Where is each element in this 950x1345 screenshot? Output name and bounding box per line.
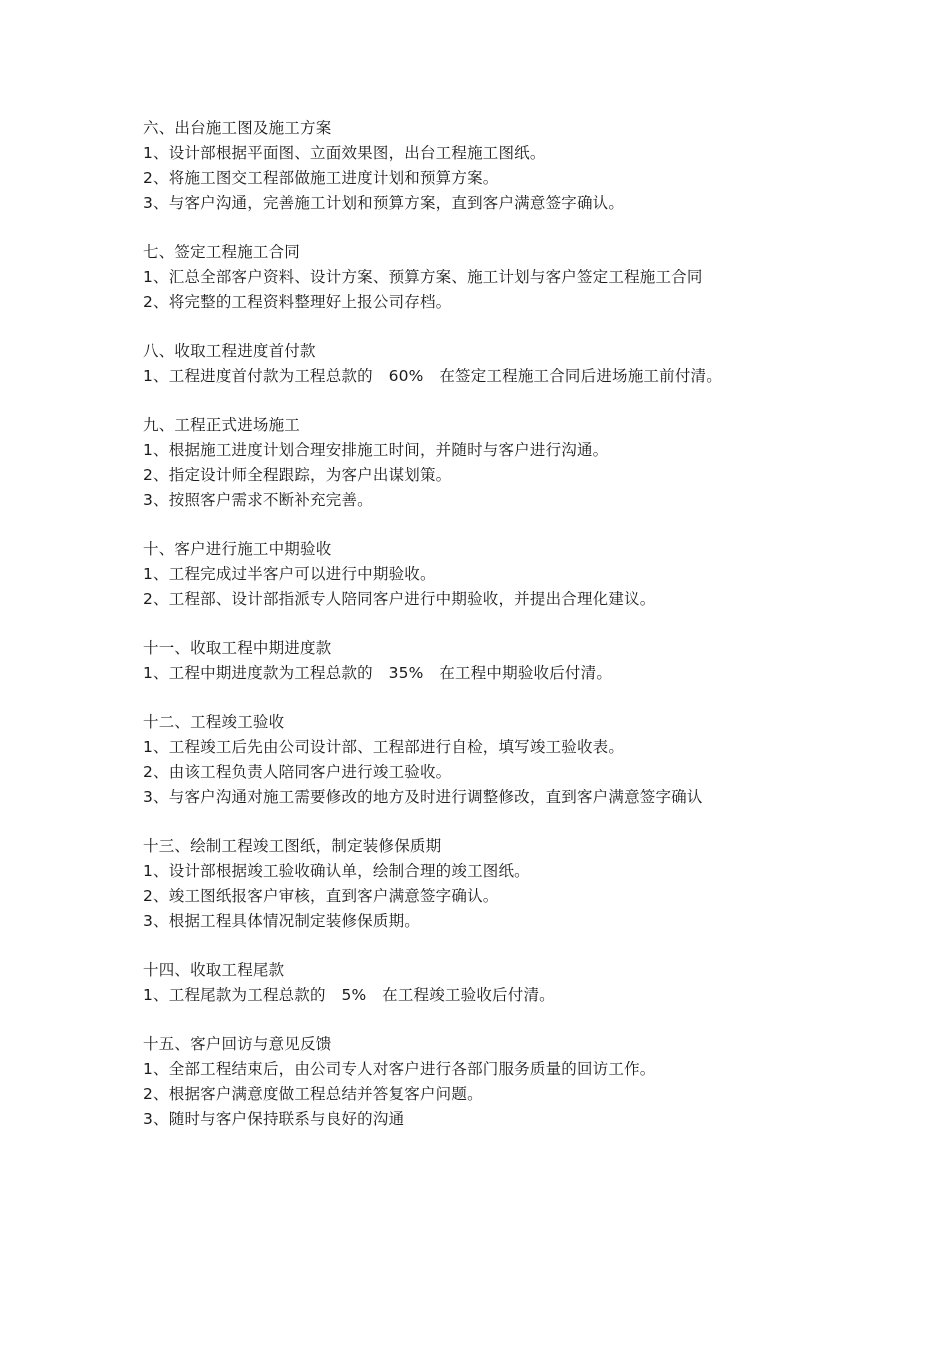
list-item: 2、由该工程负责人陪同客户进行竣工验收。 (143, 763, 452, 781)
section-9 (143, 413, 803, 513)
list-item: 3、与客户沟通对施工需要修改的地方及时进行调整修改，直到客户满意签字确认 (143, 788, 703, 806)
section-13 (143, 834, 803, 934)
list-item: 3、与客户沟通，完善施工计划和预算方案，直到客户满意签字确认。 (143, 194, 625, 212)
list-item: 2、将完整的工程资料整理好上报公司存档。 (143, 293, 452, 311)
section-11 (143, 636, 803, 686)
section-heading: 八、收取工程进度首付款 (143, 342, 316, 360)
list-item: 1、设计部根据平面图、立面效果图，出台工程施工图纸。 (143, 144, 546, 162)
list-item: 2、指定设计师全程跟踪，为客户出谋划策。 (143, 466, 452, 484)
list-item: 3、按照客户需求不断补充完善。 (143, 491, 373, 509)
list-item: 2、竣工图纸报客户审核，直到客户满意签字确认。 (143, 887, 499, 905)
list-item: 1、工程竣工后先由公司设计部、工程部进行自检，填写竣工验收表。 (143, 738, 625, 756)
section-12 (143, 710, 803, 810)
section-15 (143, 1032, 803, 1132)
list-item: 1、设计部根据竣工验收确认单，绘制合理的竣工图纸。 (143, 862, 530, 880)
section-heading: 七、签定工程施工合同 (143, 243, 301, 261)
list-item: 1、根据施工进度计划合理安排施工时间，并随时与客户进行沟通。 (143, 441, 609, 459)
list-item: 1、汇总全部客户资料、设计方案、预算方案、施工计划与客户签定工程施工合同 (143, 268, 703, 286)
section-heading: 十一、收取工程中期进度款 (143, 639, 332, 657)
list-item: 1、工程尾款为工程总款的 5% 在工程竣工验收后付清。 (143, 986, 555, 1004)
document-page (143, 116, 803, 1156)
section-10 (143, 537, 803, 612)
section-heading: 十五、客户回访与意见反馈 (143, 1035, 332, 1053)
section-heading: 十三、绘制工程竣工图纸，制定装修保质期 (143, 837, 442, 855)
list-item: 1、工程完成过半客户可以进行中期验收。 (143, 565, 436, 583)
section-14 (143, 958, 803, 1008)
list-item: 3、根据工程具体情况制定装修保质期。 (143, 912, 420, 930)
section-8 (143, 339, 803, 389)
section-heading: 六、出台施工图及施工方案 (143, 119, 332, 137)
section-heading: 十、客户进行施工中期验收 (143, 540, 332, 558)
list-item: 1、工程中期进度款为工程总款的 35% 在工程中期验收后付清。 (143, 664, 613, 682)
list-item: 1、工程进度首付款为工程总款的 60% 在签定工程施工合同后进场施工前付清。 (143, 367, 722, 385)
section-7 (143, 240, 803, 315)
list-item: 1、全部工程结束后，由公司专人对客户进行各部门服务质量的回访工作。 (143, 1060, 656, 1078)
section-heading: 十二、工程竣工验收 (143, 713, 285, 731)
section-heading: 十四、收取工程尾款 (143, 961, 285, 979)
list-item: 2、工程部、设计部指派专人陪同客户进行中期验收，并提出合理化建议。 (143, 590, 656, 608)
list-item: 2、根据客户满意度做工程总结并答复客户问题。 (143, 1085, 483, 1103)
list-item: 3、随时与客户保持联系与良好的沟通 (143, 1110, 405, 1128)
list-item: 2、将施工图交工程部做施工进度计划和预算方案。 (143, 169, 499, 187)
section-6 (143, 116, 803, 216)
section-heading: 九、工程正式进场施工 (143, 416, 301, 434)
